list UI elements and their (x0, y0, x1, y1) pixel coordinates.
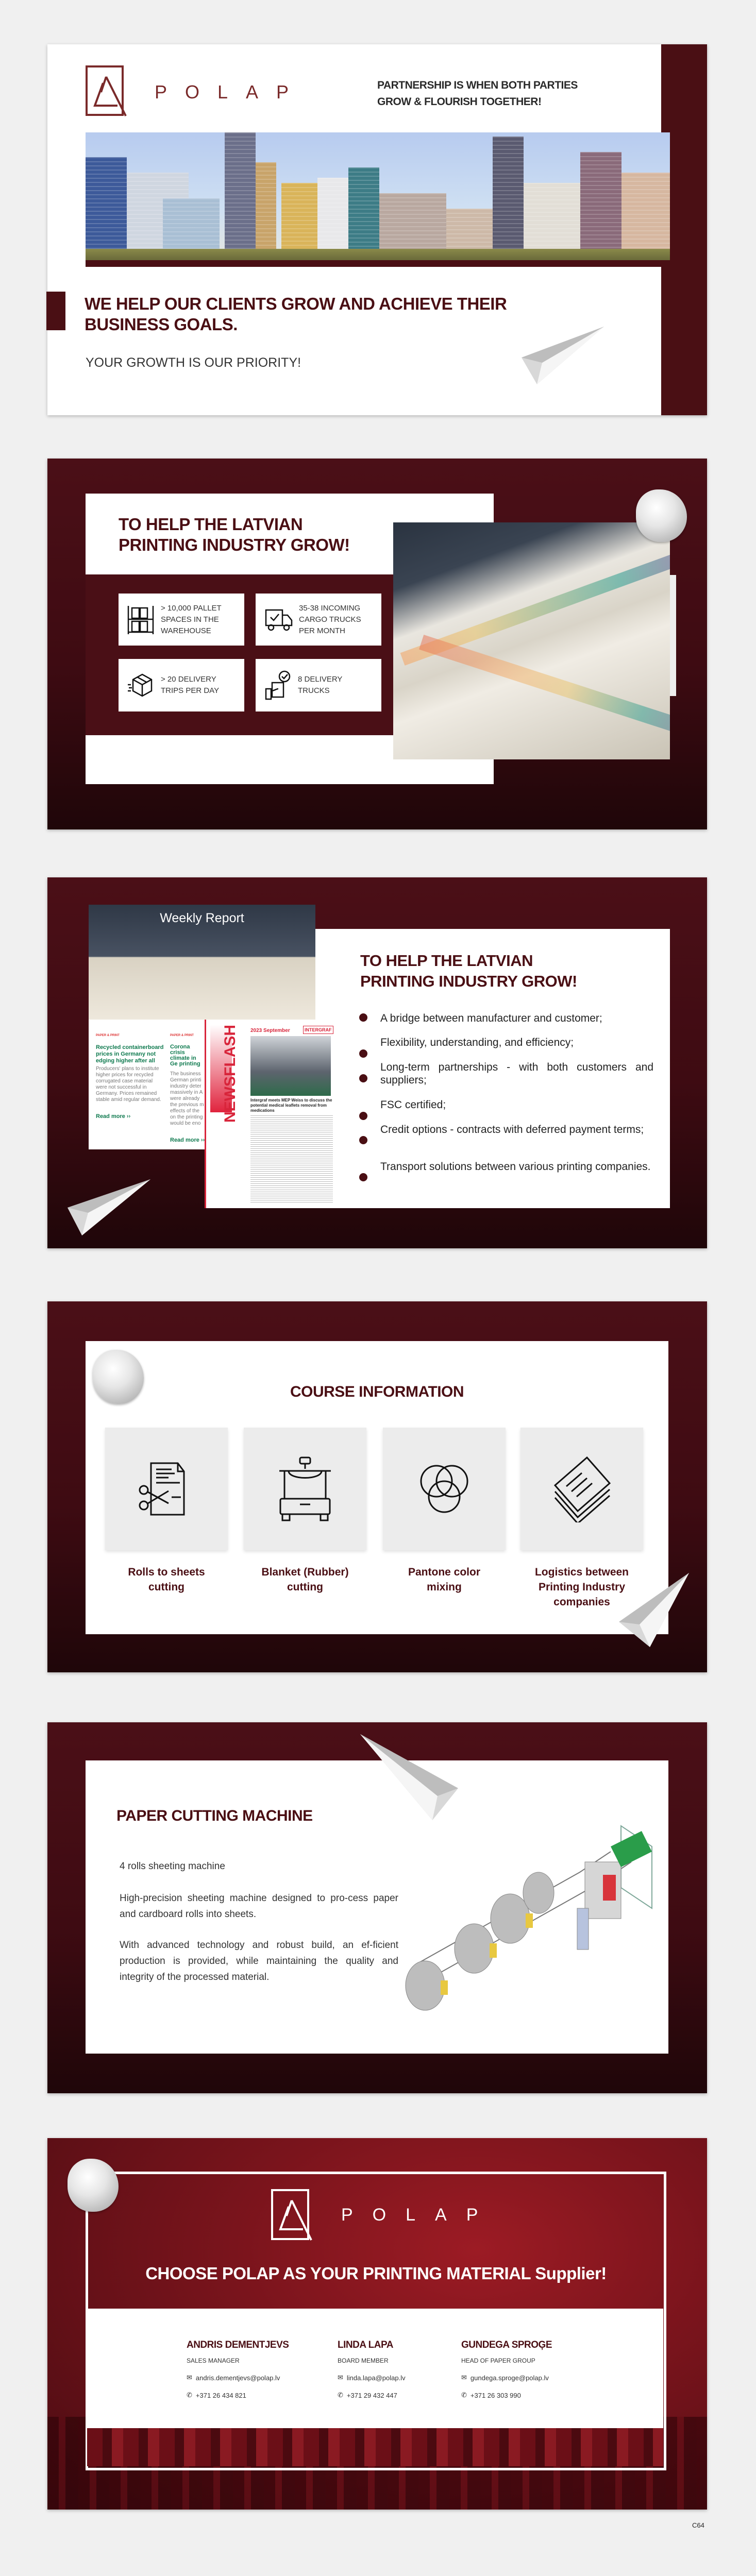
bullet-item: Long-term partnerships - with both customers and suppliers; (380, 1061, 653, 1086)
crumpled-paper-icon (68, 2159, 119, 2212)
building (86, 157, 127, 260)
stat-incoming-trucks (256, 594, 381, 646)
bullet-item: Flexibility, understanding, and efficiency; (380, 1037, 574, 1048)
article-title: Corona crisis climate in Ge printing (170, 1044, 200, 1067)
slide2-title (119, 514, 350, 555)
tagline (377, 77, 578, 110)
city-skyline-image (86, 132, 670, 260)
email-icon: ✉ (338, 2374, 343, 2381)
brand-name: POLAP (155, 81, 307, 103)
building (317, 178, 348, 260)
course-card-rolls (105, 1428, 228, 1550)
stat-delivery-trips (119, 659, 244, 711)
stat-text: > 20 DELIVERY TRIPS PER DAY (161, 675, 220, 695)
phone-icon: ✆ (338, 2391, 343, 2399)
bullet-item: A bridge between manufacturer and customer; (380, 1012, 602, 1024)
contact-card (461, 2340, 552, 2399)
paper-plane-icon (619, 1573, 689, 1647)
fast-box-icon (127, 672, 155, 698)
contact-role: SALES MANAGER (187, 2357, 240, 2364)
bullet-dot (359, 1173, 367, 1181)
bullet-dot (359, 1074, 367, 1082)
slide3-title (360, 951, 577, 992)
machine-description: With advanced technology and robust build, an ef-ficient production is provided, while maintaining the quality and integrity of the processed material. (120, 1940, 398, 1982)
course-label: Blanket (Rubber) cutting (261, 1566, 349, 1593)
paper-plane-icon (68, 1179, 150, 1235)
contact-card (187, 2340, 289, 2399)
bullet-item: Transport solutions between various printing companies. (380, 1161, 651, 1173)
stat-text: 35-38 INCOMING CARGO TRUCKS PER MONTH (299, 603, 361, 635)
bullet-dot (359, 1112, 367, 1120)
press-machine-icon (274, 1455, 336, 1522)
headline-line: BUSINESS GOALS. (85, 315, 238, 334)
machine-subtitle: 4 rolls sheeting machine (120, 1861, 225, 1872)
title-line: PRINTING INDUSTRY GROW! (119, 535, 350, 554)
article-tag: PAPER & PRINT (170, 1034, 194, 1037)
newsletter-brand: INTERGRAF (303, 1026, 333, 1034)
stat-delivery-trucks (256, 659, 381, 711)
article-tag: PAPER & PRINT (96, 1034, 120, 1037)
scissors-document-icon (136, 1458, 197, 1520)
paper-stack-icon (551, 1455, 613, 1522)
course-card-blanket (244, 1428, 366, 1550)
building (256, 162, 276, 260)
trees (86, 249, 670, 260)
course-label: Rolls to sheets cutting (128, 1566, 205, 1593)
contact-name: GUNDEGA SPROĢE (461, 2340, 552, 2350)
building (225, 132, 256, 260)
delivery-truck-icon (264, 607, 293, 633)
polap-logo-icon (271, 2189, 312, 2241)
contact-role: HEAD OF PAPER GROUP (461, 2357, 535, 2364)
sheeting-machine-illustration (394, 1816, 660, 2016)
contact-phone[interactable]: +371 26 303 990 (470, 2391, 521, 2399)
article-body: The business German printi industry deter massively in A were already the previous m effects of the on the printing would be eno (170, 1071, 204, 1126)
crumpled-paper-icon (636, 489, 687, 542)
tagline-line: PARTNERSHIP IS WHEN BOTH PARTIES (377, 79, 578, 91)
building (348, 167, 379, 260)
contact-role: BOARD MEMBER (338, 2357, 389, 2364)
contact-name: ANDRIS DEMENTJEVS (187, 2340, 289, 2350)
stat-text: > 10,000 PALLET SPACES IN THE WAREHOUSE (161, 603, 222, 635)
contact-phone[interactable]: +371 29 432 447 (346, 2391, 397, 2399)
machine-title: PAPER CUTTING MACHINE (116, 1807, 313, 1824)
bullet-dot (359, 1049, 367, 1058)
title-line: TO HELP THE LATVIAN (119, 515, 303, 534)
contact-phone[interactable]: +371 26 434 821 (195, 2391, 246, 2399)
read-more-link[interactable]: Read more ›› (96, 1113, 131, 1120)
phone-icon: ✆ (187, 2391, 192, 2399)
subheadline: YOUR GROWTH IS OUR PRIORITY! (86, 355, 301, 370)
page-label: C64 (692, 2521, 704, 2529)
contact-email[interactable]: gundega.sproge@polap.lv (470, 2374, 549, 2382)
contact-email[interactable]: linda.lapa@polap.lv (346, 2374, 406, 2382)
email-icon: ✉ (187, 2374, 192, 2381)
printing-press-photo (393, 522, 670, 759)
email-icon: ✉ (461, 2374, 467, 2381)
contact-card (338, 2340, 406, 2399)
tagline-line: GROW & FLOURISH TOGETHER! (377, 96, 542, 108)
newsletter-vertical-title: NEWSFLASH (222, 1025, 239, 1123)
bullet-dot (359, 1136, 367, 1144)
box-check-icon (264, 670, 292, 700)
polap-logo-icon (86, 65, 127, 117)
machine-description: High-precision sheeting machine designed to pro-cess paper and cardboard rolls into sheets. (120, 1893, 398, 1920)
stat-text: 8 DELIVERY TRUCKS (298, 675, 343, 695)
paper-plane-icon (360, 1734, 458, 1820)
bullet-item: FSC certified; (380, 1099, 446, 1111)
newsletter-headline: Intergraf meets MEP Weiss to discuss the potential medical leaflets removal from medications (250, 1098, 332, 1113)
brand-name: POLAP (341, 2205, 498, 2225)
accent-block (46, 292, 65, 330)
stat-pallet-spaces (119, 594, 244, 646)
bullet-dot (359, 1013, 367, 1022)
city-strip (87, 2428, 663, 2466)
title-line: PRINTING INDUSTRY GROW! (360, 972, 577, 990)
read-more-link[interactable]: Read more ›› (170, 1137, 205, 1143)
course-card-logistics (520, 1428, 643, 1550)
color-circles-icon (413, 1458, 475, 1520)
building (580, 152, 621, 260)
report-title: Weekly Report (160, 911, 244, 925)
newsletter-photo (250, 1036, 331, 1096)
contact-name: LINDA LAPA (338, 2340, 393, 2350)
building (621, 173, 670, 260)
article-body: Producers' plans to institute higher prices for recycled corrugated case material were not successful in Germany. Prices remained stable amid regular demand. (96, 1066, 161, 1103)
building (493, 137, 524, 260)
image-underline (86, 260, 661, 267)
title-line: TO HELP THE LATVIAN (360, 952, 533, 970)
article-title: Recycled containerboard prices in Germany not edging higher after all (96, 1044, 164, 1064)
course-label: Logistics between Printing Industry companies (534, 1566, 629, 1608)
phone-icon: ✆ (461, 2391, 467, 2399)
contact-email[interactable]: andris.dementjevs@polap.lv (195, 2374, 280, 2382)
course-label: Pantone color mixing (408, 1566, 481, 1593)
course-title: COURSE INFORMATION (290, 1383, 464, 1400)
warehouse-shelves-icon (127, 605, 155, 635)
course-card-pantone (383, 1428, 506, 1550)
cta-headline: CHOOSE POLAP AS YOUR PRINTING MATERIAL Supplier! (145, 2264, 607, 2283)
paper-plane-icon (522, 327, 604, 384)
bullet-item: Credit options - contracts with deferred payment terms; (380, 1124, 644, 1136)
newsletter-page (205, 1020, 338, 1208)
headline (85, 294, 507, 335)
weekly-report-image (89, 905, 315, 1020)
newsletter-date: 2023 September (250, 1028, 290, 1033)
headline-line: WE HELP OUR CLIENTS GROW AND ACHIEVE THEIR (85, 294, 507, 313)
